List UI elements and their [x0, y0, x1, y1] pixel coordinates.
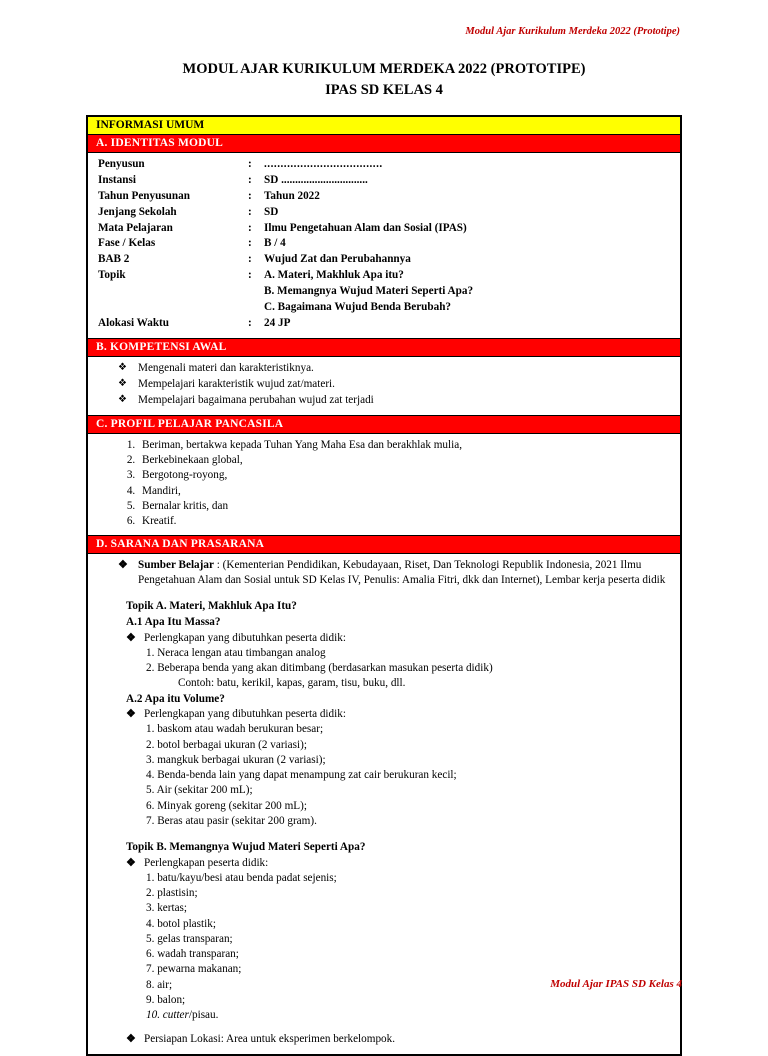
- kompetensi-content: [88, 357, 680, 415]
- identitas-value: B / 4: [264, 237, 286, 250]
- a2-item: 1. baskom atau wadah berukuran besar;: [146, 723, 324, 736]
- identitas-value: SD: [264, 205, 279, 218]
- sumber-belajar: [98, 558, 670, 588]
- title-line-1: MODUL AJAR KURIKULUM MERDEKA 2022 (PROTOTIPE): [182, 61, 586, 77]
- table-row: [98, 189, 670, 205]
- table-row: [98, 205, 670, 221]
- a2-item: 7. Beras atau pasir (sekitar 200 gram).: [146, 814, 317, 827]
- b-item: 5. gelas transparan;: [146, 932, 233, 945]
- identitas-value: Wujud Zat dan Perubahannya: [264, 253, 411, 266]
- b-bullet: ❖ Perlengkapan peserta didik:: [98, 856, 670, 871]
- table-row: [98, 157, 670, 173]
- a1-heading: A.1 Apa Itu Massa?: [126, 615, 221, 628]
- a2-heading: A.2 Apa itu Volume?: [126, 692, 225, 705]
- identitas-colon: :: [248, 205, 252, 218]
- list-item: ❖ Mempelajari karakteristik wujud zat/materi.: [98, 377, 670, 392]
- identitas-value: A. Materi, Makhluk Apa itu?: [264, 269, 404, 282]
- identitas-label: [98, 284, 248, 300]
- section-b-kompetensi: B. KOMPETENSI AWAL: [88, 339, 680, 356]
- section-d-sarana: D. SARANA DAN PRASARANA: [88, 536, 680, 553]
- persiapan-lokasi: ❖ Persiapan Lokasi: Area untuk eksperimen berkelompok.: [98, 1032, 670, 1047]
- title-line-2: IPAS SD KELAS 4: [325, 82, 443, 99]
- identitas-colon: :: [248, 221, 252, 234]
- a1-item: 2. Beberapa benda yang akan ditimbang (berdasarkan masukan peserta didik): [146, 662, 493, 675]
- identitas-value: C. Bagaimana Wujud Benda Berubah?: [264, 301, 452, 314]
- section-informasi-umum: INFORMASI UMUM: [88, 117, 680, 134]
- a2-item: 3. mangkuk berbagai ukuran (2 variasi);: [146, 753, 326, 766]
- b-item-10-number: 10.: [146, 1009, 163, 1022]
- b-item-10: [98, 1008, 670, 1023]
- table-row: [98, 268, 670, 284]
- table-row: [98, 236, 670, 252]
- identitas-label: Mata Pelajaran: [98, 221, 173, 234]
- identitas-label: Jenjang Sekolah: [98, 205, 177, 218]
- a2-item: 4. Benda-benda lain yang dapat menampung zat cair berukuran kecil;: [146, 769, 457, 782]
- identitas-content: [88, 153, 680, 338]
- b-item: 4. botol plastik;: [146, 917, 216, 930]
- a2-bullet: ❖ Perlengkapan yang dibutuhkan peserta didik:: [98, 707, 670, 722]
- identitas-label: Tahun Penyusunan: [98, 189, 190, 202]
- a2-item: 2. botol berbagai ukuran (2 variasi);: [146, 738, 307, 751]
- identitas-colon: :: [248, 269, 252, 282]
- identitas-table: [98, 157, 670, 332]
- table-row: [98, 284, 670, 300]
- page-footer: Modul Ajar IPAS SD Kelas 4: [550, 978, 682, 990]
- b-item: 3. kertas;: [146, 902, 188, 915]
- identitas-label: Topik: [98, 269, 126, 282]
- identitas-value: 24 JP: [264, 316, 291, 329]
- a1-bullet: ❖ Perlengkapan yang dibutuhkan peserta didik:: [98, 631, 670, 646]
- b-item: 9. balon;: [146, 993, 186, 1006]
- a2-item: 5. Air (sekitar 200 mL);: [146, 784, 253, 797]
- identitas-label: Alokasi Waktu: [98, 316, 169, 329]
- identitas-label: Penyusun: [98, 158, 145, 171]
- identitas-value: SD ...............................: [264, 173, 368, 186]
- identitas-value: Tahun 2022: [264, 189, 320, 202]
- table-row: [98, 316, 670, 332]
- module-table: [86, 115, 682, 1056]
- identitas-value: Ilmu Pengetahuan Alam dan Sosial (IPAS): [264, 221, 467, 234]
- identitas-label: BAB 2: [98, 253, 130, 266]
- identitas-label: Instansi: [98, 173, 136, 186]
- sumber-belajar-text: : (Kementerian Pendidikan, Kebudayaan, Riset, Dan Teknologi Republik Indonesia, 2021 Ilmu Pengetahuan Alam dan Sosial untuk SD Kelas IV, Penulis: Amalia Fitri, dkk dan Internet), Lembar kerja peserta didik: [138, 559, 666, 587]
- list-item: 1. Beriman, bertakwa kepada Tuhan Yang Maha Esa dan berakhlak mulia,: [138, 438, 670, 453]
- b-item-10-rest: /pisau.: [188, 1009, 219, 1022]
- page-title: [86, 59, 682, 101]
- identitas-colon: :: [248, 173, 252, 186]
- identitas-colon: :: [248, 237, 252, 250]
- identitas-colon: :: [248, 316, 252, 329]
- b-item: 2. plastisin;: [146, 887, 198, 900]
- a1-item: 1. Neraca lengan atau timbangan analog: [146, 646, 326, 659]
- sumber-belajar-label: Sumber Belajar: [138, 559, 214, 572]
- identitas-colon: [248, 284, 264, 300]
- table-row: [98, 300, 670, 316]
- running-header: Modul Ajar Kurikulum Merdeka 2022 (Prototipe): [465, 26, 680, 37]
- list-item: 5. Bernalar kritis, dan: [138, 499, 670, 514]
- table-row: [98, 221, 670, 237]
- table-row: [98, 173, 670, 189]
- profil-content: [88, 434, 680, 535]
- profil-list: [98, 438, 670, 529]
- list-item: ❖ Mengenali materi dan karakteristiknya.: [98, 361, 670, 376]
- a1-contoh: Contoh: batu, kerikil, kapas, garam, tisu, buku, dll.: [178, 677, 406, 690]
- b-item-10-word: cutter: [162, 1009, 189, 1022]
- b-item: 6. wadah transparan;: [146, 948, 239, 961]
- identitas-label: [98, 300, 248, 316]
- list-item: 6. Kreatif.: [138, 514, 670, 529]
- identitas-colon: :: [248, 253, 252, 266]
- section-a-identitas: A. IDENTITAS MODUL: [88, 135, 680, 152]
- list-item: 4. Mandiri,: [138, 484, 670, 499]
- section-c-profil: C. PROFIL PELAJAR PANCASILA: [88, 416, 680, 433]
- identitas-colon: :: [248, 189, 252, 202]
- list-item: 2. Berkebinekaan global,: [138, 453, 670, 468]
- topik-b-heading: Topik B. Memangnya Wujud Materi Seperti Apa?: [126, 841, 366, 854]
- identitas-value: B. Memangnya Wujud Materi Seperti Apa?: [264, 285, 474, 298]
- identitas-colon: :: [248, 158, 252, 171]
- list-item: 3. Bergotong-royong,: [138, 468, 670, 483]
- b-item: 7. pewarna makanan;: [146, 963, 242, 976]
- identitas-colon: [248, 300, 264, 316]
- identitas-value: ....................................: [264, 158, 383, 171]
- table-row: [98, 252, 670, 268]
- b-item: 8. air;: [146, 978, 173, 991]
- topik-a-heading: Topik A. Materi, Makhluk Apa Itu?: [126, 600, 297, 613]
- list-item: ❖ Mempelajari bagaimana perubahan wujud zat terjadi: [98, 393, 670, 408]
- kompetensi-list: [98, 361, 670, 408]
- a2-item: 6. Minyak goreng (sekitar 200 mL);: [146, 799, 307, 812]
- identitas-label: Fase / Kelas: [98, 237, 156, 250]
- b-item: 1. batu/kayu/besi atau benda padat sejenis;: [146, 871, 337, 884]
